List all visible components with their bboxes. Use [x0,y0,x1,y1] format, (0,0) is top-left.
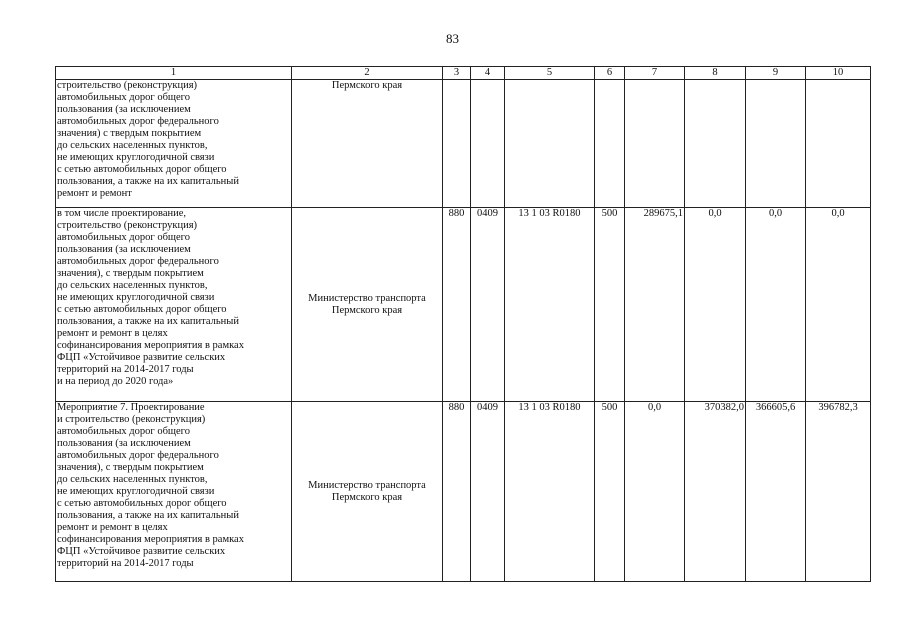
cell-col10: 396782,3 [806,402,871,582]
cell-col3: 880 [443,402,471,582]
table-row [56,208,871,402]
column-header: 4 [471,67,505,80]
column-header: 9 [746,67,806,80]
row-executor: Министерство транспорта Пермского края [292,402,443,582]
row-executor: Министерство транспорта Пермского края [292,208,443,402]
cell-col4: 0409 [471,208,505,402]
cell-col8: 370382,0 [685,402,746,582]
cell-col9: 0,0 [746,208,806,402]
cell-col3: 880 [443,208,471,402]
table-header-row [56,67,871,80]
cell-col9 [746,80,806,208]
cell-col5 [505,80,595,208]
row-description: строительство (реконструкция) автомобильных дорог общего пользования (за исключением автомобильных дорог федерального значения) с твердым покрытием до сельских населенных пунктов, не имеющих круглогодичной связи с сетью автомобильных дорог общего пользования, а также на их капитальный ремонт и ремонт [56,80,292,208]
column-header: 7 [625,67,685,80]
column-header: 2 [292,67,443,80]
cell-col3 [443,80,471,208]
cell-col4 [471,80,505,208]
cell-col9: 366605,6 [746,402,806,582]
column-header: 3 [443,67,471,80]
cell-col6 [595,80,625,208]
cell-col7 [625,80,685,208]
cell-col6: 500 [595,402,625,582]
row-description: в том числе проектирование, строительство (реконструкция) автомобильных дорог общего пользования (за исключением автомобильных дорог федерального значения), с твердым покрытием до сельских населенных пунктов, не имеющих круглогодичной связи с сетью автомобильных дорог общего пользования, а также на их капитальный ремонт и ремонт в целях софинансирования мероприятия в рамках ФЦП «Устойчивое развитие сельских территорий на 2014-2017 годы и на период до 2020 года» [56,208,292,402]
cell-col5: 13 1 03 R0180 [505,402,595,582]
cell-col4: 0409 [471,402,505,582]
cell-col10 [806,80,871,208]
page-number: 83 [446,31,459,46]
cell-col10: 0,0 [806,208,871,402]
table-row [56,402,871,582]
row-executor: Пермского края [292,80,443,208]
table-row [56,80,871,208]
row-description: Мероприятие 7. Проектирование и строительство (реконструкция) автомобильных дорог общего пользования (за исключением автомобильных дорог федерального значения), с твердым покрытием до сельских населенных пунктов, не имеющих круглогодичной связи с сетью автомобильных дорог общего пользования, а также на их капитальный ремонт и ремонт в целях софинансирования мероприятия в рамках ФЦП «Устойчивое развитие сельских территорий на 2014-2017 годы [56,402,292,582]
column-header: 6 [595,67,625,80]
cell-col5: 13 1 03 R0180 [505,208,595,402]
cell-col8: 0,0 [685,208,746,402]
column-header: 5 [505,67,595,80]
column-header: 1 [56,67,292,80]
cell-col6: 500 [595,208,625,402]
column-header: 10 [806,67,871,80]
budget-table [55,66,871,582]
cell-col7: 0,0 [625,402,685,582]
cell-col8 [685,80,746,208]
cell-col7: 289675,1 [625,208,685,402]
column-header: 8 [685,67,746,80]
